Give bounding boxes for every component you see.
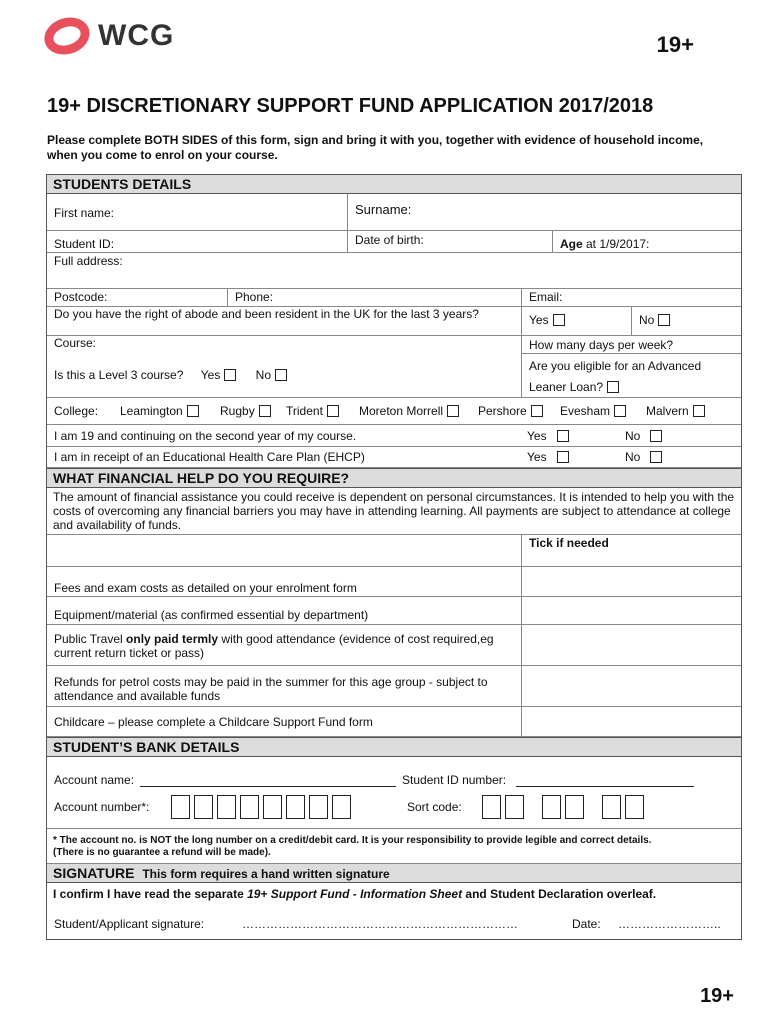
campus-label: Leamington xyxy=(120,404,183,418)
level3-label: Is this a Level 3 course? xyxy=(54,368,184,382)
fees-label: Fees and exam costs as detailed on your enrolment form xyxy=(47,567,522,596)
tick-if-needed-label: Tick if needed xyxy=(529,536,609,550)
student-id-number-label: Student ID number: xyxy=(402,773,507,787)
blank-cell xyxy=(47,535,522,566)
id-row xyxy=(47,231,741,253)
signature-label: Student/Applicant signature: xyxy=(54,917,205,931)
account-note-line-2: (There is no guarantee a refund will be made). xyxy=(53,847,271,858)
abode-yes-checkbox[interactable] xyxy=(553,314,565,326)
second-year-yes xyxy=(527,429,625,443)
travel-text-a: Public Travel xyxy=(54,632,127,646)
dob-field[interactable] xyxy=(348,231,553,252)
bank-details-heading: STUDENT’S BANK DETAILS xyxy=(47,737,741,757)
second-year-yes-label: Yes xyxy=(527,428,547,443)
account-digit-box[interactable] xyxy=(240,795,259,819)
ehcp-no-label: No xyxy=(625,450,641,464)
sort-digit-box[interactable] xyxy=(625,795,644,819)
loan-field xyxy=(522,354,741,397)
account-name-input[interactable] xyxy=(140,786,396,787)
dob-label: Date of birth: xyxy=(355,233,424,247)
signature-heading xyxy=(47,864,741,883)
campus-checkbox[interactable] xyxy=(447,405,459,417)
campus-trident xyxy=(286,404,359,418)
level3-field xyxy=(47,354,522,397)
childcare-tick-cell[interactable] xyxy=(522,707,741,736)
campus-checkbox[interactable] xyxy=(531,405,543,417)
travel-text-b: only paid termly xyxy=(126,632,219,646)
campus-malvern xyxy=(646,404,726,418)
campus-label: Trident xyxy=(286,404,323,418)
petrol-row xyxy=(47,666,741,707)
course-label: Course: xyxy=(54,336,97,350)
age-label-bold: Age xyxy=(560,237,583,251)
second-year-no-label: No xyxy=(625,428,641,443)
postcode-field[interactable] xyxy=(47,289,228,306)
financial-help-description: The amount of financial assistance you could receive is dependent on personal circumstances. It is intended to help you with the costs of overcoming any financial barriers you may have in attending learning. All payments are subject to attendance at college and availability of funds. xyxy=(47,488,741,535)
date-input[interactable]: …………………….. xyxy=(618,917,721,931)
travel-tick-cell[interactable] xyxy=(522,625,741,665)
level3-no-checkbox[interactable] xyxy=(275,369,287,381)
account-digit-box[interactable] xyxy=(286,795,305,819)
travel-text-c: with good attendance (evidence of cost required,eg current return ticket or pass) xyxy=(54,632,494,660)
travel-label xyxy=(47,625,522,665)
campus-checkbox[interactable] xyxy=(187,405,199,417)
childcare-label: Childcare – please complete a Childcare Support Fund form xyxy=(47,707,522,736)
equipment-label: Equipment/material (as confirmed essential by department) xyxy=(47,597,522,624)
surname-field[interactable] xyxy=(348,194,741,230)
abode-no-label: No xyxy=(639,313,655,327)
campus-label: Pershore xyxy=(478,404,527,418)
email-field[interactable] xyxy=(522,289,741,306)
logo-text: WCG xyxy=(98,19,175,52)
phone-label: Phone: xyxy=(235,290,274,304)
account-digit-box[interactable] xyxy=(217,795,236,819)
student-id-field[interactable] xyxy=(47,231,348,252)
college-row xyxy=(47,398,741,425)
postcode-label: Postcode: xyxy=(54,290,108,304)
loan-question: Are you eligible for an Advanced Leaner Loan? xyxy=(529,359,702,394)
campus-moreton-morrell xyxy=(359,404,478,418)
student-id-label: Student ID: xyxy=(54,237,115,251)
sort-digit-box[interactable] xyxy=(602,795,621,819)
campus-leamington xyxy=(120,404,220,418)
address-row xyxy=(47,253,741,289)
campus-pershore xyxy=(478,404,560,418)
account-name-row xyxy=(47,757,741,791)
account-note xyxy=(47,829,741,864)
second-year-no-checkbox[interactable] xyxy=(650,430,662,442)
name-row xyxy=(47,194,741,231)
tick-header-row xyxy=(47,535,741,567)
loan-checkbox[interactable] xyxy=(607,381,619,393)
campus-label: Rugby xyxy=(220,404,255,418)
childcare-row xyxy=(47,707,741,737)
email-label: Email: xyxy=(529,290,563,304)
campus-label: Moreton Morrell xyxy=(359,404,444,418)
surname-label: Surname: xyxy=(355,202,412,217)
account-digit-box[interactable] xyxy=(309,795,328,819)
confirm-text-c: and Student Declaration overleaf. xyxy=(462,887,657,901)
date-label: Date: xyxy=(572,917,601,931)
second-year-row xyxy=(47,425,741,447)
campus-label: Evesham xyxy=(560,404,611,418)
postcode-row xyxy=(47,289,741,307)
wcg-logo xyxy=(44,18,174,54)
petrol-label: Refunds for petrol costs may be paid in the summer for this age group - subject to attendance and available funds xyxy=(47,666,522,706)
abode-row xyxy=(47,307,741,336)
account-number-row xyxy=(47,791,741,829)
sort-digit-box[interactable] xyxy=(505,795,524,819)
ehcp-label: I am in receipt of an Educational Health Care Plan (EHCP) xyxy=(54,450,365,464)
ehcp-yes-label: Yes xyxy=(527,450,547,464)
campus-evesham xyxy=(560,404,646,418)
campus-rugby xyxy=(220,404,286,418)
sort-digit-box[interactable] xyxy=(482,795,501,819)
account-digit-box[interactable] xyxy=(332,795,351,819)
confirm-text-a: I confirm I have read the separate xyxy=(53,887,248,901)
address-field[interactable] xyxy=(47,253,741,288)
campus-checkbox[interactable] xyxy=(614,405,626,417)
abode-yes xyxy=(522,307,632,336)
intro-text: Please complete BOTH SIDES of this form, sign and bring it with you, together with evidence of household income, when you come to enrol on your course. xyxy=(47,133,704,162)
level3-yes-label: Yes xyxy=(200,368,221,382)
ehcp-yes-checkbox[interactable] xyxy=(557,451,569,463)
equipment-row xyxy=(47,597,741,625)
second-year-no xyxy=(625,429,741,443)
campus-checkbox[interactable] xyxy=(327,405,339,417)
page-title: 19+ DISCRETIONARY SUPPORT FUND APPLICATION 2017/2018 xyxy=(47,95,654,117)
age-tag-bottom: 19+ xyxy=(700,985,734,1007)
ehcp-row xyxy=(47,447,741,468)
age-label-date: at 1/9/2017: xyxy=(582,237,650,251)
signature-subtitle: This form requires a hand written signature xyxy=(142,867,390,881)
travel-row xyxy=(47,625,741,666)
account-digit-box[interactable] xyxy=(171,795,190,819)
abode-no-checkbox[interactable] xyxy=(658,314,670,326)
signature-title: SIGNATURE xyxy=(53,865,135,881)
account-number-label: Account number*: xyxy=(54,799,150,814)
course-field[interactable] xyxy=(47,336,522,354)
account-digit-box[interactable] xyxy=(263,795,282,819)
phone-field[interactable] xyxy=(228,289,522,306)
second-year-yes-checkbox[interactable] xyxy=(557,430,569,442)
sort-code-label: Sort code: xyxy=(407,799,462,814)
campus-label: Malvern xyxy=(646,404,689,418)
abode-yes-label: Yes xyxy=(529,313,549,327)
confirm-statement xyxy=(47,883,741,917)
fees-row xyxy=(47,567,741,597)
abode-question: Do you have the right of abode and been resident in the UK for the last 3 years? xyxy=(47,307,522,336)
days-field[interactable] xyxy=(522,336,741,354)
level3-no-label: No xyxy=(255,368,272,382)
equipment-tick-cell[interactable] xyxy=(522,597,741,624)
ehcp-no xyxy=(625,450,741,464)
second-year-label: I am 19 and continuing on the second year of my course. xyxy=(54,428,357,443)
fees-tick-cell[interactable] xyxy=(522,567,741,596)
sort-digit-box[interactable] xyxy=(542,795,561,819)
level3-yes-checkbox[interactable] xyxy=(224,369,236,381)
financial-help-heading: WHAT FINANCIAL HELP DO YOU REQUIRE? xyxy=(47,468,741,488)
signature-input[interactable]: …………………………………………………………… xyxy=(242,917,518,931)
ehcp-no-checkbox[interactable] xyxy=(650,451,662,463)
signature-row xyxy=(47,917,741,939)
campus-checkbox[interactable] xyxy=(693,405,705,417)
ehcp-yes xyxy=(527,450,625,464)
account-digit-box[interactable] xyxy=(194,795,213,819)
level3-row xyxy=(47,354,741,398)
course-row xyxy=(47,336,741,354)
address-label: Full address: xyxy=(54,254,123,268)
logo-ring-icon xyxy=(40,12,95,60)
confirm-text-b: 19+ Support Fund - Information Sheet xyxy=(247,887,463,901)
petrol-tick-cell[interactable] xyxy=(522,666,741,706)
first-name-label: First name: xyxy=(54,206,115,220)
age-tag: 19+ xyxy=(656,32,694,57)
student-id-number-input[interactable] xyxy=(516,786,694,787)
college-label: College: xyxy=(54,404,99,418)
age-field[interactable] xyxy=(553,231,741,252)
application-form xyxy=(46,174,742,940)
abode-no xyxy=(632,307,741,336)
days-label: How many days per week? xyxy=(529,338,674,352)
students-details-heading: STUDENTS DETAILS xyxy=(47,175,741,194)
sort-digit-box[interactable] xyxy=(565,795,584,819)
account-name-label: Account name: xyxy=(54,773,135,787)
account-note-line-1: * The account no. is NOT the long number on a credit/debit card. It is your responsibility to provide legible and correct details. xyxy=(53,835,652,846)
first-name-field[interactable] xyxy=(47,194,348,230)
campus-checkbox[interactable] xyxy=(259,405,271,417)
